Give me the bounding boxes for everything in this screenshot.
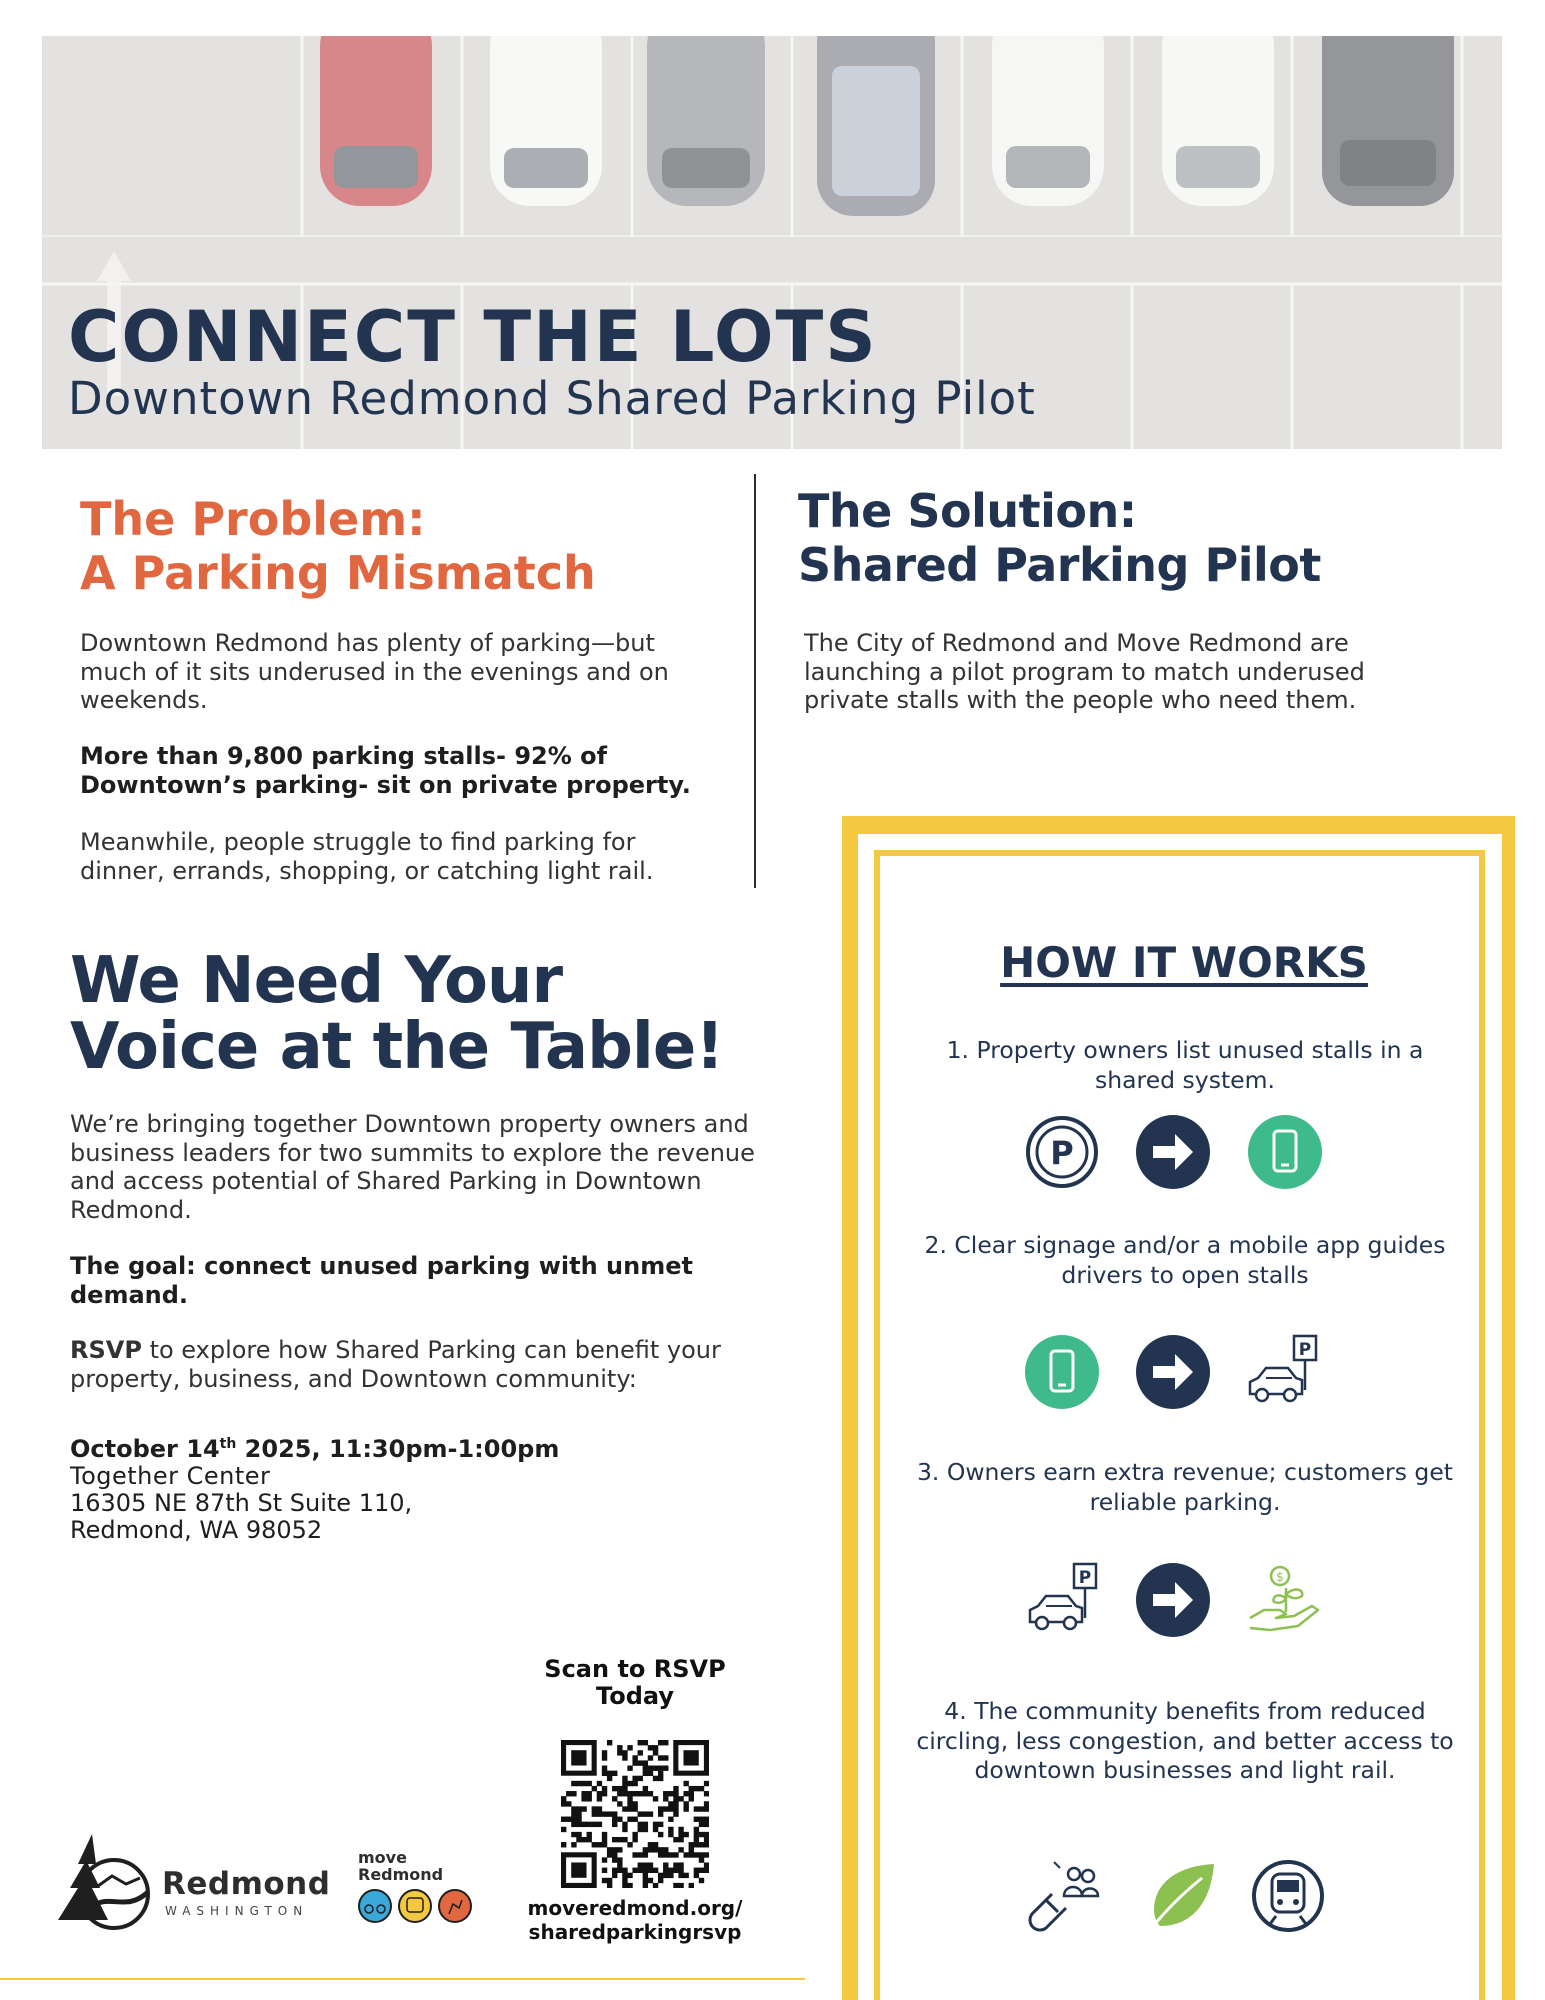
voice-title-line1: We Need Your xyxy=(70,944,563,1018)
solution-title-line1: The Solution: xyxy=(798,484,1137,538)
rsvp-qr-code[interactable] xyxy=(561,1740,709,1888)
rsvp-url[interactable]: moveredmond.org/ sharedparkingrsvp xyxy=(527,1896,743,1944)
people-magnet-icon xyxy=(1024,1858,1104,1934)
step-2-text: 2. Clear signage and/or a mobile app guides drivers to open stalls xyxy=(924,1231,1446,1289)
redmond-logo-subtitle: WASHINGTON xyxy=(165,1904,309,1918)
problem-paragraph-3: Meanwhile, people struggle to find parking for dinner, errands, shopping, or catching light rail. xyxy=(80,828,654,885)
problem-title-line2: A Parking Mismatch xyxy=(80,546,596,600)
move-redmond-logo-icons xyxy=(358,1888,474,1924)
redmond-logo-name: Redmond xyxy=(162,1866,331,1902)
light-rail-train-icon xyxy=(1250,1858,1326,1934)
event-date: October 14th 2025, 11:30pm-1:00pm xyxy=(70,1435,560,1463)
redmond-city-logo-icon xyxy=(48,1830,160,1934)
step-3-text: 3. Owners earn extra revenue; customers get reliable parking. xyxy=(916,1458,1454,1516)
money-plant-hand-icon xyxy=(1246,1562,1326,1638)
column-divider xyxy=(754,474,756,888)
step-1-text: 1. Property owners list unused stalls in a shared system. xyxy=(946,1036,1424,1094)
event-details xyxy=(70,1436,559,1544)
move-redmond-logo-text: move Redmond xyxy=(358,1848,444,1884)
voice-rsvp-paragraph xyxy=(70,1336,760,1393)
step-4-text: 4. The community benefits from reduced circling, less congestion, and better access to downtown businesses and light rail. xyxy=(916,1697,1454,1784)
event-address-line1: 16305 NE 87th St Suite 110, xyxy=(70,1489,413,1517)
solution-paragraph-1: The City of Redmond and Move Redmond are launching a pilot program to match underused private stalls with the people who need them. xyxy=(804,629,1365,714)
solution-title-line2: Shared Parking Pilot xyxy=(798,538,1321,592)
event-address-line2: Redmond, WA 98052 xyxy=(70,1516,323,1544)
problem-paragraph-1: Downtown Redmond has plenty of parking—but much of it sits underused in the evenings and on weekends. xyxy=(80,629,669,714)
arrow-right-icon xyxy=(1135,1334,1211,1410)
event-venue: Together Center xyxy=(70,1462,271,1490)
mobile-phone-icon xyxy=(1024,1334,1100,1410)
svg-text:$: $ xyxy=(1276,1570,1284,1584)
problem-paragraph-2: More than 9,800 parking stalls- 92% of Downtown’s parking- sit on private property. xyxy=(80,742,691,799)
how-it-works-title: HOW IT WORKS xyxy=(1000,938,1368,987)
rsvp-bold-label: RSVP xyxy=(70,1336,142,1364)
voice-paragraph-1: We’re bringing together Downtown property owners and business leaders for two summits to explore the revenue and access potential of Shared Parking in Downtown Redmond. xyxy=(70,1110,755,1224)
arrow-right-icon xyxy=(1135,1114,1211,1190)
car-parking-sign-icon xyxy=(1244,1334,1324,1410)
parking-icon xyxy=(1024,1114,1100,1190)
leaf-icon xyxy=(1146,1860,1218,1932)
footer-rule xyxy=(0,1978,805,1980)
hero-subtitle: Downtown Redmond Shared Parking Pilot xyxy=(68,372,1036,425)
how-it-works-panel xyxy=(874,850,1485,2000)
problem-title-line1: The Problem: xyxy=(80,492,426,546)
voice-title xyxy=(70,944,770,1084)
arrow-right-icon xyxy=(1135,1562,1211,1638)
rsvp-text: to explore how Shared Parking can benefit your property, business, and Downtown community: xyxy=(70,1336,721,1393)
svg-text:P: P xyxy=(1298,1340,1312,1360)
voice-goal: The goal: connect unused parking with unmet demand. xyxy=(70,1252,693,1309)
mobile-phone-icon xyxy=(1247,1114,1323,1190)
voice-title-line2: Voice at the Table! xyxy=(70,1010,724,1084)
scan-to-rsvp-label: Scan to RSVP Today xyxy=(544,1655,726,1710)
svg-text:P: P xyxy=(1078,1568,1092,1588)
solution-title xyxy=(798,484,1458,592)
hero-banner xyxy=(42,36,1502,449)
problem-title xyxy=(80,492,720,600)
car-parking-sign-icon xyxy=(1024,1562,1104,1638)
hero-title: CONNECT THE LOTS xyxy=(68,296,878,378)
svg-text:P: P xyxy=(1050,1134,1074,1172)
